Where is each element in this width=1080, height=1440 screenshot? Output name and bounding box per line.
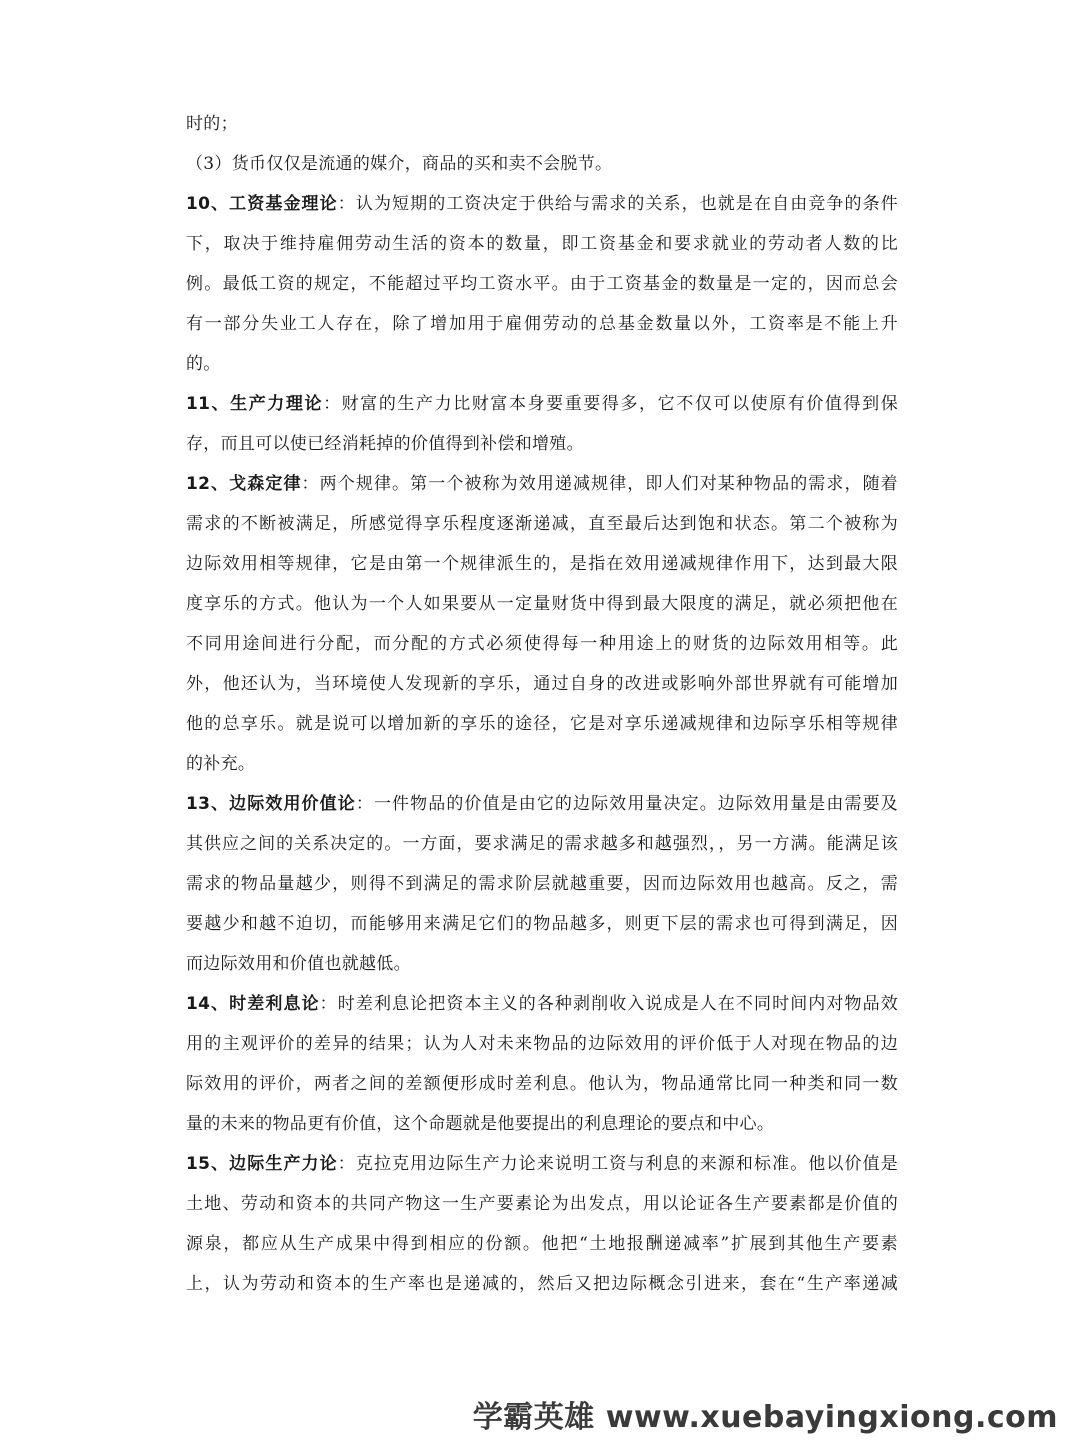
item-first-line xyxy=(186,384,898,424)
list-item xyxy=(186,184,898,384)
item-line: 下，取决于维持雇佣劳动生活的资本的数量，即工资基金和要求就业的劳动者人数的比 xyxy=(186,234,898,254)
item-line: 用的主观评价的差异的结果；认为人对未来物品的边际效用的评价低于人对现在物品的边 xyxy=(186,1034,898,1054)
item-line: 存，而且可以使已经消耗掉的价值得到补偿和增殖。 xyxy=(186,434,584,454)
item-line: 外，他还认为，当环境使人发现新的享乐，通过自身的改进或影响外部世界就有可能增加 xyxy=(186,674,898,694)
item-line: 需求的物品量越少，则得不到满足的需求阶层就越重要，因而边际效用也越高。反之，需 xyxy=(186,874,898,894)
item-line: 量的未来的物品更有价值，这个命题就是他要提出的利息理论的要点和中心。 xyxy=(186,1114,775,1134)
document-body xyxy=(186,104,898,1304)
item-line: 其供应之间的关系决定的。一方面，要求满足的需求越多和越强烈，，另一方满。能满足该 xyxy=(186,834,898,854)
item-term: 15、边际生产力论 xyxy=(186,1154,338,1174)
item-line: 要越少和越不迫切，而能够用来满足它们的物品越多，则更下层的需求也可得到满足，因 xyxy=(186,914,898,934)
item-line: 需求的不断被满足，所感觉得享乐程度逐渐递减，直至最后达到饱和状态。第二个被称为 xyxy=(186,514,898,534)
item-term: 12、戈森定律 xyxy=(186,474,302,494)
watermark-footer: 学霸英雄 www.xuebayingxiong.com xyxy=(472,1400,1058,1435)
item-line: 源泉，都应从生产成果中得到相应的份额。他把“土地报酬递减率”扩展到其他生产要素 xyxy=(186,1234,898,1254)
item-text: ：认为短期的工资决定于供给与需求的关系，也就是在自由竞争的条件 xyxy=(337,194,898,214)
item-line: 际效用的评价，两者之间的差额便形成时差利息。他认为，物品通常比同一种类和同一数 xyxy=(186,1074,898,1094)
item-line: 的。 xyxy=(186,354,221,374)
list-item xyxy=(186,984,898,1144)
intro-line-1: 时的； xyxy=(186,114,238,134)
item-text: ：一件物品的价值是由它的边际效用量决定。边际效用量是由需要及 xyxy=(355,794,898,814)
list-item xyxy=(186,1144,898,1304)
item-first-line xyxy=(186,784,898,824)
item-line: 他的总享乐。就是说可以增加新的享乐的途径，它是对享乐递减规律和边际享乐相等规律 xyxy=(186,714,898,734)
item-text: ：两个规律。第一个被称为效用递减规律，即人们对某种物品的需求，随着 xyxy=(301,474,898,494)
item-first-line xyxy=(186,464,898,504)
item-text: ：财富的生产力比财富本身要重要得多，它不仅可以使原有价值得到保 xyxy=(323,394,898,414)
item-term: 11、生产力理论 xyxy=(186,394,324,414)
item-line: 的补充。 xyxy=(186,754,256,774)
item-term: 14、时差利息论 xyxy=(186,994,320,1014)
item-text: ：时差利息论把资本主义的各种剥削收入说成是人在不同时间内对物品效 xyxy=(319,994,898,1014)
intro-line-2: （3）货币仅仅是流通的媒介，商品的买和卖不会脱节。 xyxy=(186,154,613,174)
item-line: 边际效用相等规律，它是由第一个规律派生的，是指在效用递减规律作用下，达到最大限 xyxy=(186,554,898,574)
item-line: 而边际效用和价值也就越低。 xyxy=(186,954,411,974)
item-line: 有一部分失业工人存在，除了增加用于雇佣劳动的总基金数量以外，工资率是不能上升 xyxy=(186,314,898,334)
item-line: 土地、劳动和资本的共同产物这一生产要素论为出发点，用以论证各生产要素都是价值的 xyxy=(186,1194,898,1214)
item-first-line xyxy=(186,984,898,1024)
item-line: 例。最低工资的规定，不能超过平均工资水平。由于工资基金的数量是一定的，因而总会 xyxy=(186,274,898,294)
item-line: 上，认为劳动和资本的生产率也是递减的，然后又把边际概念引进来，套在“生产率递减 xyxy=(186,1274,898,1294)
item-term: 10、工资基金理论 xyxy=(186,194,338,214)
list-item xyxy=(186,464,898,784)
list-item xyxy=(186,784,898,984)
item-term: 13、边际效用价值论 xyxy=(186,794,356,814)
list-item xyxy=(186,384,898,464)
item-first-line xyxy=(186,184,898,224)
item-text: ：克拉克用边际生产力论来说明工资与利息的来源和标准。他以价值是 xyxy=(337,1154,898,1174)
item-first-line xyxy=(186,1144,898,1184)
item-line: 不同用途间进行分配，而分配的方式必须使得每一种用途上的财货的边际效用相等。此 xyxy=(186,634,898,654)
item-line: 度享乐的方式。他认为一个人如果要从一定量财货中得到最大限度的满足，就必须把他在 xyxy=(186,594,898,614)
